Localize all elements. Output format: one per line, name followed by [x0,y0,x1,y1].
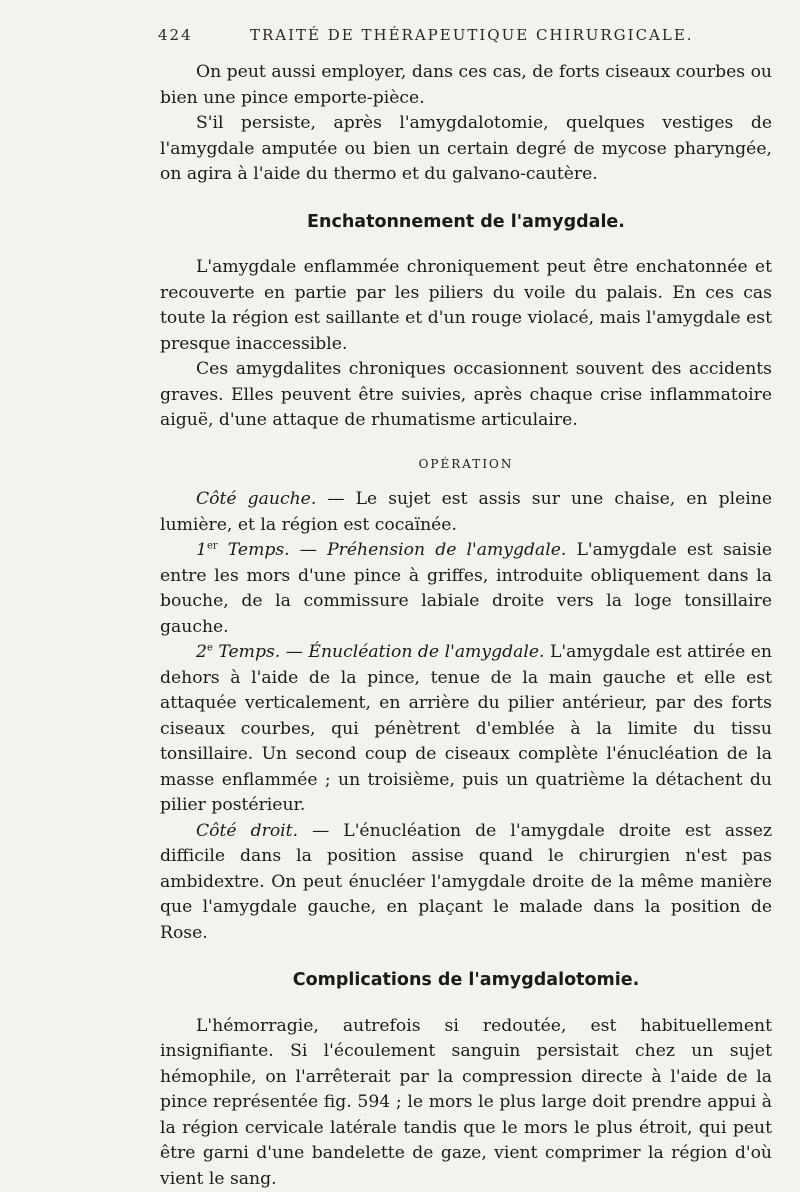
paragraph [160,819,772,947]
page-body [160,60,772,1192]
paragraph [160,640,772,819]
page-number: 424 [158,26,193,44]
paragraph: On peut aussi employer, dans ces cas, de forts ciseaux courbes ou bien une pince emporte-pièce. [160,60,772,111]
italic-lead: Temps. — Préhension de l'amygdale. [218,540,567,560]
italic-lead: Côté droit. [196,821,298,841]
step-ordinal: er [207,540,218,551]
step-number: 2 [196,642,207,662]
paragraph-text: — L'énucléation de l'amygdale droite est assez difficile dans la position assise quand le chirurgien n'est pas ambidextre. On peut énucléer l'amygdale droite de la même manière que l'amygdale gauche, en plaçant le malade dans la position de Rose. [160,821,772,943]
paragraph-text: — Le sujet est assis sur une chaise, en pleine lumière, et la région est cocaïnée. [160,489,772,535]
step-ordinal: e [207,642,213,653]
paragraph [160,487,772,538]
section-heading: Enchatonnement de l'amygdale. [160,210,772,236]
paragraph [160,538,772,640]
paragraph: L'hémorragie, autrefois si redoutée, est habituellement insignifiante. Si l'écoulement sanguin persistait chez un sujet hémophile, on l'arrêterait par la compression directe à l'aide de la pince représentée fig. 594 ; le mors le plus large doit prendre appui à la région cervicale latérale tandis que le mors le plus étroit, qui peut être garni d'une bandelette de gaze, vient comprimer la région d'où vient le sang. [160,1014,772,1192]
italic-lead: Côté gauche. [196,489,316,509]
section-heading: Complications de l'amygdalotomie. [160,968,772,994]
paragraph: Ces amygdalites chroniques occasionnent souvent des accidents graves. Elles peuvent être suivies, après chaque crise inflammatoire aiguë, d'une attaque de rhumatisme articulaire. [160,357,772,434]
running-title: TRAITÉ DE THÉRAPEUTIQUE CHIRURGICALE. [250,26,694,44]
subheading: OPÉRATION [160,452,772,478]
italic-lead: Temps. — Énucléation de l'amygdale. [213,642,545,662]
paragraph: L'amygdale enflammée chroniquement peut être enchatonnée et recouverte en partie par les piliers du voile du palais. En ces cas toute la région est saillante et d'un rouge violacé, mais l'amygdale est presque inaccessible. [160,255,772,357]
step-number: 1 [196,540,207,560]
paragraph: S'il persiste, après l'amygdalotomie, quelques vestiges de l'amygdale amputée ou bien un certain degré de mycose pharyngée, on agira à l'aide du thermo et du galvano-cautère. [160,111,772,188]
paragraph-text: L'amygdale est saisie entre les mors d'une pince à griffes, introduite obliquement dans la bouche, de la commissure labiale droite vers la loge tonsillaire gauche. [160,540,772,637]
paragraph-text: L'amygdale est attirée en dehors à l'aide de la pince, tenue de la main gauche et elle est attaquée verticalement, en arrière du pilier antérieur, par des forts ciseaux courbes, qui pénètrent d'emblée à la limite du tissu tonsillaire. Un second coup de ciseaux complète l'énucléation de la masse enflammée ; un troisième, puis un quatrième la détachent du pilier postérieur. [160,642,772,815]
